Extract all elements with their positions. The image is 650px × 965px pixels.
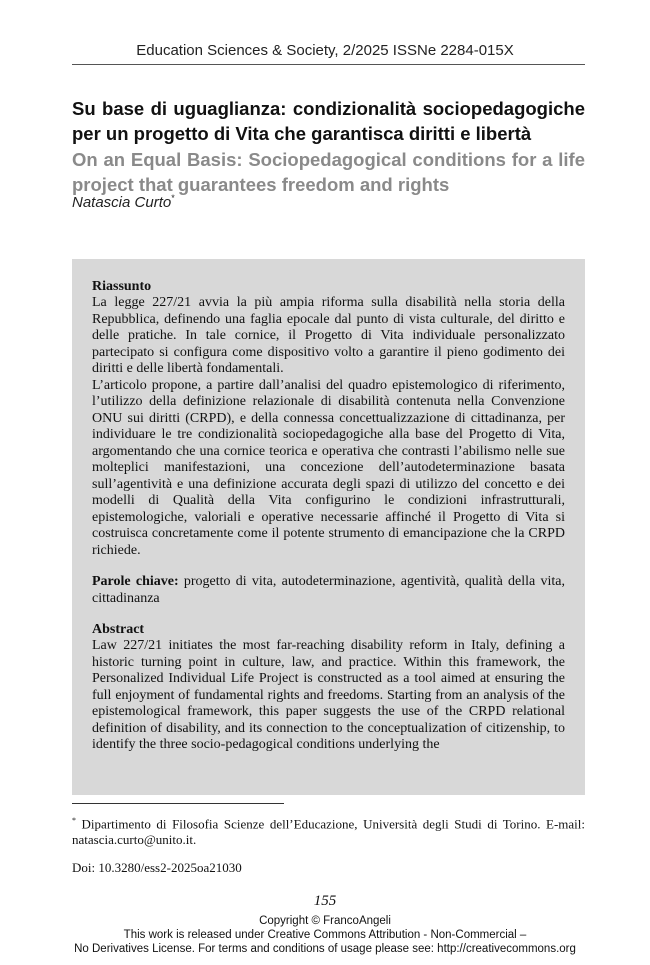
doi: Doi: 10.3280/ess2-2025oa21030: [72, 860, 242, 875]
keywords-text: progetto di vita, autodeterminazione, agentività, qualità della vita, cittadinanza: [92, 574, 565, 606]
riassunto-heading: Riassunto: [92, 279, 152, 294]
riassunto-paragraph-1: La legge 227/21 avvia la più ampia riforma sulla disabilità nella storia della Repubblica, definendo una faglia epocale dal punto di vista culturale, del diritto e delle pratiche. In tale cornice, il Progetto di Vita individuale personalizzato partecipato si configura come dispositivo volto a garantire il pieno godimento dei diritti e delle libertà fondamentali.: [92, 295, 565, 376]
footnote-rule: [72, 803, 284, 804]
title-english: On an Equal Basis: Sociopedagogical conditions for a life project that guarantees freedom and rights: [72, 149, 585, 195]
footnote-mark: *: [72, 816, 76, 825]
license-line-3: No Derivatives License. For terms and conditions of usage please see: http://creativecommons.org: [74, 943, 576, 955]
riassunto-paragraph-2: L’articolo propone, a partire dall’analisi del quadro epistemologico di riferimento, l’utilizzo della definizione relazionale di disabilità contenuta nella Convenzione ONU sui diritti (CRPD), e della connessa concettualizzazione di cittadinanza, per individuare le tre condizionalità sociopedagogiche alla base del Progetto di Vita, argomentando che una cornice teorica e operativa che contrasti l’abilismo nelle sue molteplici manifestazioni, una concezione dell’autodeterminazione basata sull’agentività e una definizione accurata degli spazi di utilizzo del concetto e dei modelli di Qualità della Vita configurino le condizioni infrastrutturali, epistemologiche, valoriali e operative necessarie affinché il Progetto di Vita si costruisca concretamente come il potente strumento di emancipazione che la CRPD richiede.: [92, 377, 565, 558]
keywords-label: Parole chiave:: [92, 574, 179, 589]
abstract-paragraph: Law 227/21 initiates the most far-reaching disability reform in Italy, defining a historic turning point in culture, law, and practice. Within this framework, the Personalized Individual Life Project is constructed as a tool aimed at ensuring the full enjoyment of fundamental rights and freedoms. Starting from an analysis of the epistemological framework, this paper suggests the use of the CRPD relational definition of disability, and its connection to the conceptualization of citizenship, to identify the three socio-pedagogical conditions underlying the: [92, 638, 565, 752]
author-footnote-mark: *: [171, 193, 175, 203]
journal-header: Education Sciences & Society, 2/2025 ISSNe 2284-015X: [136, 42, 514, 59]
keywords: [92, 574, 565, 607]
footnote: [72, 813, 585, 848]
author: [72, 193, 175, 211]
license-line-2: This work is released under Creative Commons Attribution - Non-Commercial –: [123, 929, 527, 941]
abstract-heading: Abstract: [92, 622, 145, 637]
header-rule: [72, 64, 585, 65]
license-notice: [0, 914, 650, 956]
title-italian: Su base di uguaglianza: condizionalità sociopedagogiche per un progetto di Vita che garantisca diritti e libertà: [72, 98, 585, 144]
license-copyright: Copyright © FrancoAngeli: [259, 915, 391, 927]
author-name: Natascia Curto: [72, 194, 172, 211]
abstract-box: [72, 259, 585, 795]
footnote-text: Dipartimento di Filosofia Scienze dell’Educazione, Università degli Studi di Torino. E-mail: natascia.curto@unito.it.: [72, 816, 585, 848]
page-number: 155: [313, 893, 337, 909]
